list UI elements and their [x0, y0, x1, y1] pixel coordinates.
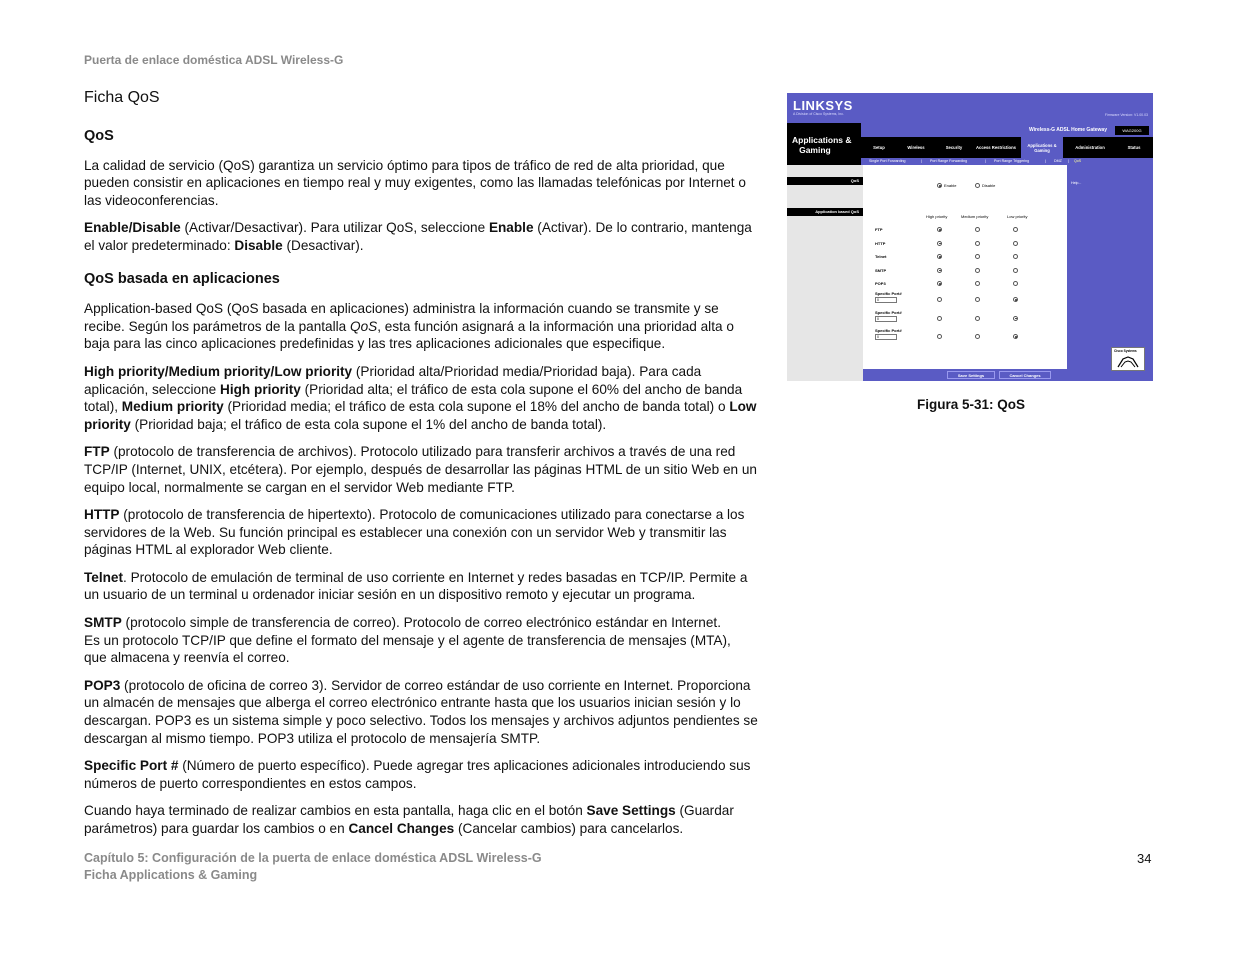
priority-radio-low[interactable] [1013, 281, 1018, 286]
disable-label: Disable [982, 183, 996, 188]
app-row-label: FTP [875, 227, 883, 232]
enable-text-1: (Activar/Desactivar). Para utilizar QoS, seleccione [180, 220, 489, 236]
running-header: Puerta de enlace doméstica ADSL Wireless-G [84, 53, 344, 67]
app-italic: QoS [350, 318, 378, 334]
qos-form [863, 165, 1067, 369]
footer-chapter: Capítulo 5: Configuración de la puerta de enlace doméstica ADSL Wireless-G [84, 851, 542, 865]
telnet-term: Telnet [84, 569, 124, 585]
specific-text: (Número de puerto específico). Puede agregar tres aplicaciones adicionales introduciendo sus números de puerto correspondientes en estos campos. [84, 758, 751, 791]
product-bar [861, 123, 1153, 137]
firmware-version: Firmware Version: V1.00.03 [1104, 113, 1148, 117]
help-column [1067, 165, 1153, 381]
tab-title-box [787, 123, 861, 165]
final-text-3: (Cancelar cambios) para cancelarlos. [454, 821, 684, 836]
specific-port-input[interactable]: 0 [875, 334, 897, 340]
priority-radio-medium[interactable] [975, 281, 980, 286]
app-row-label: SMTP [875, 267, 887, 273]
subnav-qos[interactable]: QoS [1074, 159, 1082, 163]
col-low-header: Low priority [1007, 214, 1028, 219]
linksys-banner [787, 93, 1153, 123]
final-bold-1: Save Settings [586, 803, 676, 819]
priority-radio-low[interactable] [1013, 241, 1018, 246]
heading-qos: QoS [84, 128, 114, 144]
app-row-label: HTTP [875, 240, 886, 246]
specific-port-label: Specific Port# [875, 291, 902, 296]
telnet-text: . Protocolo de emulación de terminal de uso corriente en Internet y redes basadas en TCP/IP. Permite a un usuario de un terminal u ordenador iniciar sesión en un dispositivo remoto y ejecutar un programa. [84, 569, 748, 603]
smtp-line-3: que almacena y reenvía el correo. [84, 650, 290, 666]
enable-term: Enable/Disable [84, 220, 181, 236]
main-nav [861, 137, 1153, 158]
priority-radio-high[interactable] [937, 316, 942, 321]
col-high-header: High priority [926, 214, 948, 219]
qos-screenshot [787, 93, 1153, 381]
priority-radio-medium[interactable] [975, 254, 980, 259]
priority-radio-medium[interactable] [975, 268, 980, 273]
priority-paragraph [84, 363, 758, 433]
section-title: Ficha QoS [84, 89, 160, 106]
priority-radio-high[interactable] [937, 268, 942, 273]
priority-radio-low[interactable] [1013, 254, 1018, 259]
final-paragraph [84, 802, 758, 837]
cancel-changes-button[interactable]: Cancel Changes [999, 371, 1051, 379]
telnet-paragraph [84, 569, 758, 604]
specific-port-input[interactable]: 0 [875, 297, 897, 303]
specific-port-input[interactable]: 0 [875, 316, 897, 322]
nav-wireless[interactable]: Wireless [907, 145, 925, 150]
final-text-1: Cuando haya terminado de realizar cambios en esta pantalla, haga clic en el botón [84, 803, 587, 819]
col-medium-header: Medium priority [961, 214, 989, 219]
specific-port-label: Specific Port# [875, 309, 902, 315]
priority-radio-high[interactable] [937, 334, 942, 339]
sidebar-qos-label: QoS [787, 177, 863, 185]
enable-bold-2: Disable [234, 237, 283, 253]
priority-text-3: (Prioridad media; el tráfico de esta cola supone el 18% del ancho de banda total) o [223, 399, 730, 415]
body-column [84, 128, 758, 848]
nav-status[interactable]: Status [1127, 145, 1141, 150]
priority-radio-high[interactable] [937, 297, 942, 302]
priority-radio-medium[interactable] [975, 316, 980, 321]
subnav-dmz[interactable]: DMZ [1054, 159, 1062, 163]
linksys-logo: LINKSYS [793, 98, 853, 113]
priority-bold-4: Low priority [84, 399, 757, 432]
logo-subtitle: A Division of Cisco Systems, Inc. [793, 112, 844, 116]
priority-text-2: (Prioridad alta; el tráfico de esta cola supone el 60% del ancho de banda total), [84, 381, 743, 415]
ftp-text: (protocolo de transferencia de archivos). Protocolo utilizado para transferir archivos a través de una red TCP/IP (Internet, UNIX, etcétera). Por ejemplo, después de desarrollar las páginas HTML de un sitio Web en un equipo local, normalmente se cargan en el servidor Web mediante FTP. [84, 444, 757, 495]
priority-radio-medium[interactable] [975, 227, 980, 232]
subnav-sep-3: | [1045, 159, 1046, 163]
footer-section: Ficha Applications & Gaming [84, 868, 258, 882]
tab-title-line-2: Gaming [799, 145, 831, 155]
app-row-label: Telnet [875, 254, 887, 259]
heading-app-qos: QoS basada en aplicaciones [84, 270, 280, 287]
subnav-sep-4: | [1068, 159, 1069, 163]
priority-radio-high[interactable] [937, 281, 942, 286]
pop3-text: (protocolo de oficina de correo 3). Servidor de correo estándar de uso corriente en Internet. Proporciona un almacén de mensajes que alberga el correo electrónico entrante hasta que los usuarios inician sesión y lo descargan. POP3 es un sistema simple y poco selectivo. Todos los mensajes y archivos adjuntos pendientes se descargan al mismo tiempo. POP3 utiliza el protocolo de mensajería SMTP. [84, 677, 758, 746]
save-settings-button[interactable]: Save Settings [947, 371, 995, 379]
http-term: HTTP [84, 507, 120, 523]
enable-text-2: (Activar). De lo contrario, mantenga el valor predeterminado: [84, 220, 752, 253]
enable-radio[interactable] [937, 183, 942, 188]
app-paragraph [84, 300, 758, 353]
priority-text-1: (Prioridad alta/Prioridad media/Prioridad baja). Para cada aplicación, seleccione [84, 363, 702, 397]
product-name: Wireless-G ADSL Home Gateway [1028, 127, 1107, 133]
pop3-term: POP3 [84, 677, 121, 693]
subnav-sep-2: | [985, 159, 986, 163]
cisco-logo [1111, 347, 1145, 371]
sidebar-app-qos-label: Application based QoS [787, 208, 863, 216]
nav-security[interactable]: Security [945, 145, 963, 150]
nav-administration[interactable]: Administration [1075, 145, 1105, 150]
intro-paragraph: La calidad de servicio (QoS) garantiza un servicio óptimo para tipos de tráfico de red de alta prioridad, que pueden consistir en aplicaciones en tiempo real y muy exigentes, como las llamadas telefónicas por Internet o las videoconferencias. [84, 157, 746, 208]
priority-radio-medium[interactable] [975, 241, 980, 246]
ftp-term: FTP [84, 444, 110, 460]
specific-paragraph [84, 757, 758, 792]
model-badge: WAG200G [1115, 126, 1149, 135]
enable-text-3: (Desactivar). [282, 237, 364, 253]
priority-radio-high[interactable] [937, 227, 942, 232]
page-number: 34 [1137, 851, 1152, 866]
disable-radio[interactable] [975, 183, 980, 188]
priority-radio-high[interactable] [937, 241, 942, 246]
specific-term: Specific Port # [84, 758, 179, 774]
pop3-paragraph [84, 677, 758, 747]
cisco-bridge-icon [1117, 356, 1139, 368]
subnav-single-port[interactable]: Single Port Forwarding [869, 159, 906, 163]
cisco-logo-text: Cisco Systems [1114, 349, 1137, 353]
priority-radio-low[interactable] [1013, 268, 1018, 273]
smtp-paragraph [84, 614, 758, 667]
smtp-term: SMTP [84, 615, 122, 631]
priority-text-4: (Prioridad baja; el tráfico de esta cola supone el 1% del ancho de banda total). [130, 416, 607, 432]
priority-radio-low[interactable] [1013, 297, 1018, 302]
priority-radio-low[interactable] [1013, 227, 1018, 232]
page-footer [84, 850, 542, 884]
priority-bold-1: High priority/Medium priority/Low priority [84, 363, 353, 379]
final-bold-2: Cancel Changes [348, 821, 455, 836]
enable-bold-1: Enable [488, 220, 534, 236]
app-text-1: Application-based QoS (QoS basada en aplicaciones) administra la información cuando se transmite y se recibe. Según los parámetros de la pantalla [84, 301, 719, 334]
enable-label: Enable [944, 183, 957, 188]
priority-bold-3: Medium priority [121, 399, 224, 415]
smtp-line-1: (protocolo simple de transferencia de correo). Protocolo de correo electrónico estándar en Internet. [121, 615, 721, 631]
priority-radio-low[interactable] [1013, 334, 1018, 339]
final-text-2: (Guardar parámetros) para guardar los cambios o en [84, 803, 734, 836]
screenshot-sidebar [787, 165, 863, 381]
app-text-2: , esta función asignará a la información una prioridad alta o baja para las cinco aplicaciones predefinidas y las tres aplicaciones adicionales que especifique. [84, 318, 734, 352]
http-text: (protocolo de transferencia de hipertexto). Protocolo de comunicaciones utilizado para conectarse a los servidores de la Web. Su función principal es establecer una conexión con un servidor Web y transmitir las páginas HTML al explorador Web cliente. [84, 507, 745, 558]
subnav-port-range[interactable]: Port Range Forwarding [930, 159, 968, 163]
priority-radio-low[interactable] [1013, 316, 1018, 321]
http-paragraph [84, 506, 758, 559]
specific-port-label: Specific Port# [875, 328, 902, 333]
enable-paragraph [84, 219, 758, 254]
tab-title-line-1: Applications & [792, 135, 852, 145]
figure-caption: Figura 5-31: QoS [917, 397, 1026, 412]
nav-setup[interactable]: Setup [873, 145, 885, 150]
priority-radio-medium[interactable] [975, 297, 980, 302]
app-row-label: POP3 [875, 281, 886, 286]
nav-applications-gaming[interactable]: Applications & Gaming [1021, 137, 1063, 158]
subnav-port-triggering[interactable]: Port Range Triggering [994, 159, 1030, 163]
ftp-paragraph [84, 443, 758, 496]
sub-nav [861, 158, 1153, 165]
smtp-line-2: Es un protocolo TCP/IP que define el formato del mensaje y el agente de transferencia de mensajes (MTA), [84, 632, 731, 648]
button-bar [863, 369, 1067, 381]
priority-radio-high[interactable] [937, 254, 942, 259]
tab-title [792, 135, 852, 155]
nav-access-restrictions[interactable]: Access Restrictions [975, 145, 1017, 150]
subnav-sep-1: | [921, 159, 922, 163]
help-link[interactable]: Help... [1071, 181, 1082, 185]
priority-radio-medium[interactable] [975, 334, 980, 339]
priority-bold-2: High priority [220, 381, 301, 397]
